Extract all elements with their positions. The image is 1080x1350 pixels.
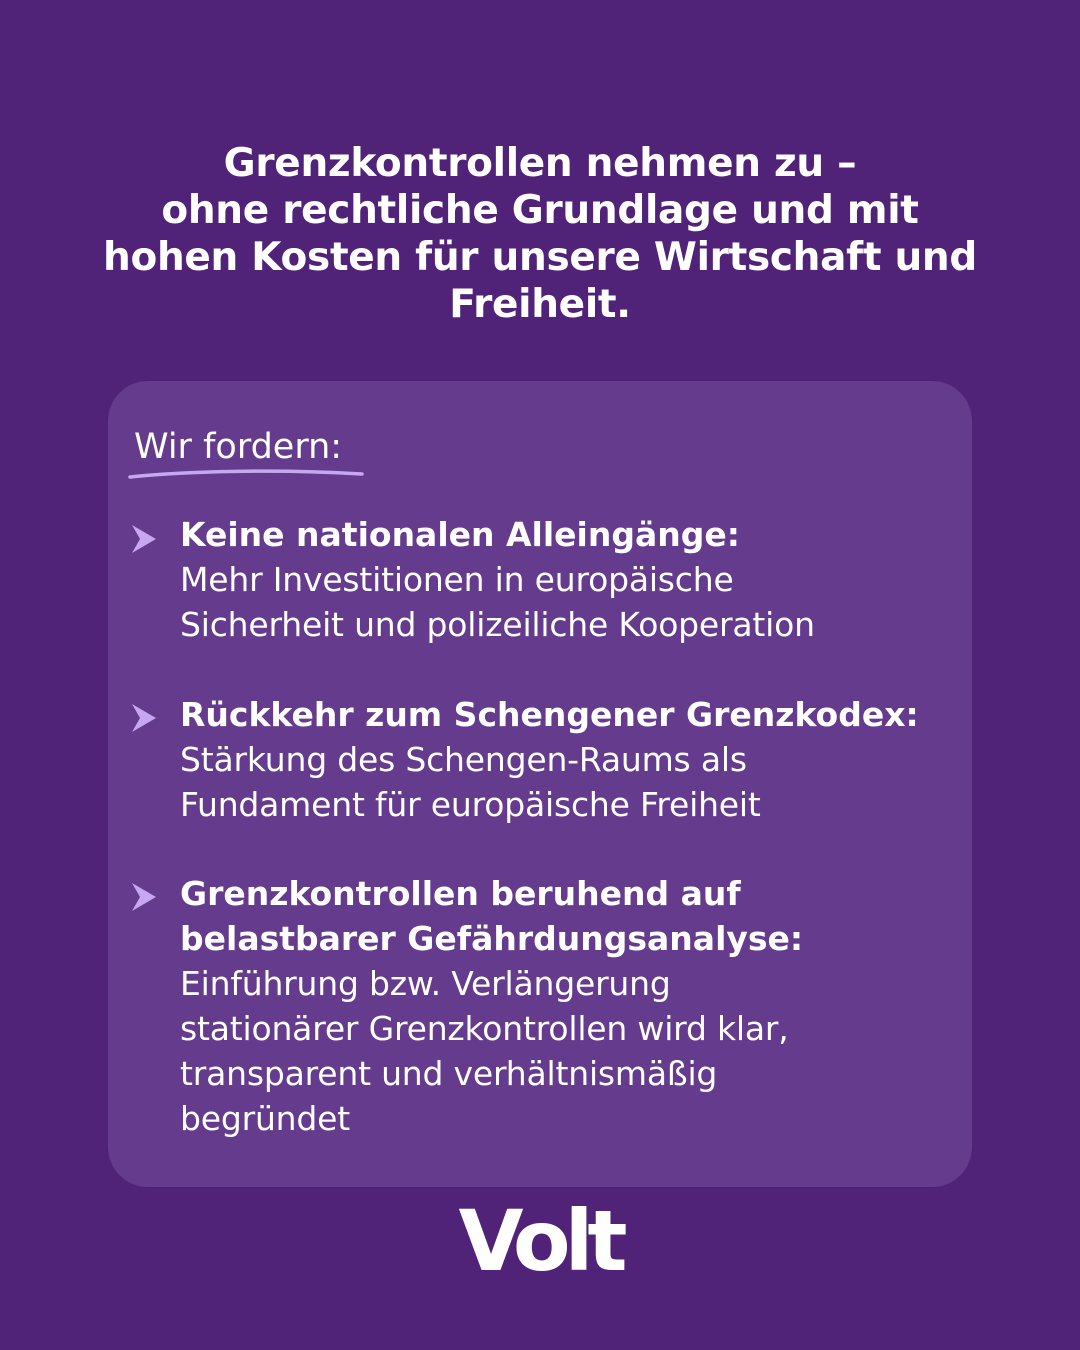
demand-item — [180, 692, 960, 827]
card-heading: Wir fordern: — [134, 427, 343, 467]
headline-line: Freiheit. — [449, 282, 631, 327]
demand-body: transparent und verhältnismäßig — [180, 1054, 718, 1093]
demand-title: belastbarer Gefährdungsanalyse: — [180, 919, 804, 958]
demand-item — [180, 871, 960, 1141]
demand-title: Rückkehr zum Schengener Grenzkodex: — [180, 695, 919, 734]
volt-logo: Volt — [458, 1192, 622, 1290]
demand-item — [180, 512, 960, 647]
demands-card — [108, 381, 972, 1187]
headline — [60, 140, 1020, 328]
chevron-right-icon — [128, 522, 160, 556]
headline-line: hohen Kosten für unsere Wirtschaft und — [102, 235, 977, 280]
headline-line: Grenzkontrollen nehmen zu – — [223, 141, 857, 186]
heading-underline-icon — [128, 467, 364, 481]
demand-body: Stärkung des Schengen-Raums als — [180, 740, 747, 779]
demand-title: Grenzkontrollen beruhend auf — [180, 874, 741, 913]
demand-body: stationärer Grenzkontrollen wird klar, — [180, 1009, 789, 1048]
demand-body: Sicherheit und polizeiliche Kooperation — [180, 605, 815, 644]
demand-body: Fundament für europäische Freiheit — [180, 785, 761, 824]
chevron-right-icon — [128, 701, 160, 735]
demand-body: Einführung bzw. Verlängerung — [180, 964, 671, 1003]
demand-body: begründet — [180, 1099, 350, 1138]
chevron-right-icon — [128, 880, 160, 914]
demand-title: Keine nationalen Alleingänge: — [180, 515, 740, 554]
headline-line: ohne rechtliche Grundlage und mit — [161, 188, 919, 233]
demand-body: Mehr Investitionen in europäische — [180, 560, 734, 599]
